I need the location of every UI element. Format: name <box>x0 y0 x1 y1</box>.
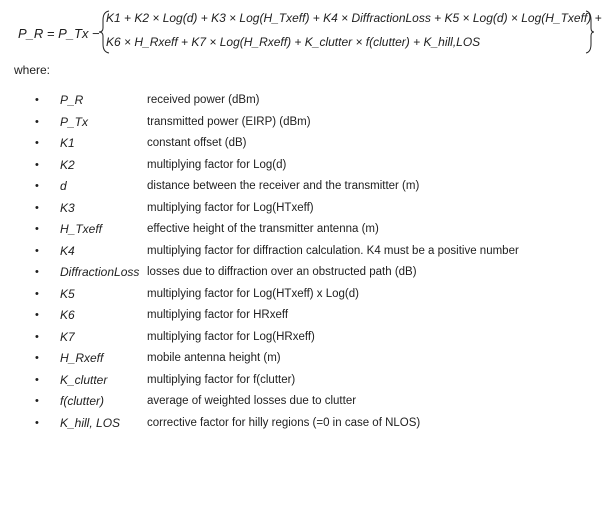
right-brace <box>585 10 595 54</box>
bullet-icon: • <box>35 244 39 257</box>
definition-description: received power (dBm) <box>147 94 260 106</box>
bullet-icon: • <box>35 395 39 407</box>
definition-item <box>0 243 606 265</box>
propagation-formula <box>14 6 602 58</box>
definition-description: multiplying factor for HRxeff <box>147 309 289 321</box>
definition-symbol: H_Rxeff <box>60 351 104 365</box>
bullet-icon: • <box>35 309 39 321</box>
definition-symbol: d <box>60 179 67 193</box>
definition-item <box>0 264 606 286</box>
definition-item <box>0 92 606 114</box>
bullet-icon: • <box>35 266 39 278</box>
definition-symbol: K7 <box>60 329 75 344</box>
formula-lhs: P_R = P_Tx − <box>18 26 100 41</box>
definition-item <box>0 178 606 200</box>
bullet-icon: • <box>35 158 39 171</box>
definition-description: multiplying factor for f(clutter) <box>147 373 296 386</box>
definition-symbol: K3 <box>60 200 75 215</box>
definition-symbol: K6 <box>60 308 75 322</box>
definition-description: multiplying factor for Log(d) <box>147 158 287 171</box>
bullet-icon: • <box>35 201 39 214</box>
definition-symbol: K2 <box>60 157 75 172</box>
definition-description: multiplying factor for Log(HTxeff) x Log(d) <box>147 287 359 300</box>
definition-item <box>0 350 606 372</box>
bullet-icon: • <box>35 352 39 364</box>
definition-description: corrective factor for hilly regions (=0 in case of NLOS) <box>147 416 421 429</box>
definition-symbol: DiffractionLoss <box>60 265 140 279</box>
formula-line-1: K1 + K2 × Log(d) + K3 × Log(H_Txeff) + K4 × DiffractionLoss + K5 × Log(d) × Log(H_Txeff) + <box>106 11 602 25</box>
bullet-icon: • <box>35 94 39 106</box>
bullet-icon: • <box>35 115 39 128</box>
definition-symbol: K_clutter <box>60 372 108 387</box>
definition-description: multiplying factor for Log(HRxeff) <box>147 330 315 343</box>
definition-symbol: P_Tx <box>60 114 89 129</box>
definition-description: multiplying factor for diffraction calculation. K4 must be a positive number <box>147 244 519 257</box>
where-label: where: <box>14 63 51 77</box>
bullet-icon: • <box>35 416 39 429</box>
definition-symbol: H_Txeff <box>60 222 103 236</box>
bullet-icon: • <box>35 287 39 300</box>
definition-description: effective height of the transmitter antenna (m) <box>147 223 379 235</box>
definition-item <box>0 286 606 308</box>
definition-item <box>0 200 606 222</box>
definition-symbol: K_hill, LOS <box>60 415 121 430</box>
definition-description: constant offset (dB) <box>147 137 247 149</box>
definition-description: losses due to diffraction over an obstructed path (dB) <box>147 266 417 278</box>
bullet-icon: • <box>35 180 39 192</box>
definition-item <box>0 135 606 157</box>
bullet-icon: • <box>35 137 39 149</box>
bullet-icon: • <box>35 330 39 343</box>
definition-item <box>0 157 606 179</box>
definition-description: distance between the receiver and the transmitter (m) <box>147 180 420 192</box>
definition-item <box>0 114 606 136</box>
definition-description: transmitted power (EIRP) (dBm) <box>147 115 311 128</box>
definition-symbol: K1 <box>60 136 75 150</box>
definition-item <box>0 415 606 437</box>
bullet-icon: • <box>35 373 39 386</box>
bullet-icon: • <box>35 223 39 235</box>
formula-line-2: K6 × H_Rxeff + K7 × Log(H_Rxeff) + K_clutter × f(clutter) + K_hill,LOS <box>106 35 481 49</box>
definition-symbol: K4 <box>60 243 75 258</box>
definition-description: average of weighted losses due to clutter <box>147 395 357 407</box>
definition-symbol: P_R <box>60 93 84 107</box>
definition-description: mobile antenna height (m) <box>147 352 281 364</box>
definition-item <box>0 221 606 243</box>
definition-item <box>0 307 606 329</box>
definition-symbol: K5 <box>60 286 75 301</box>
definition-item <box>0 372 606 394</box>
definition-description: multiplying factor for Log(HTxeff) <box>147 201 314 214</box>
definition-symbol: f(clutter) <box>60 394 105 408</box>
definition-item <box>0 329 606 351</box>
definitions-list <box>0 92 606 436</box>
definition-item <box>0 393 606 415</box>
